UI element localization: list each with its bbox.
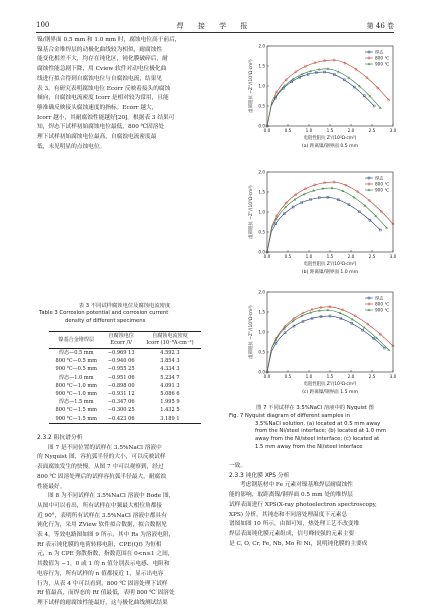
text-line: 能的影响，取距离镍/钢界面 0.5 mm 处的堆焊层 [229, 492, 353, 499]
text-line: Rf 值最高，而焊态的 Rf 值最低，表明 800 ℃ 固溶处 [37, 590, 175, 597]
series-line [267, 316, 385, 372]
table-row: 800 ℃—0.5 mm −0.940 06 3.854 3 [55, 358, 180, 365]
text-line: 腐蚀性能急剧下降，用 Cview 软件对动电位极化曲 [37, 66, 167, 73]
figure-caption [229, 405, 401, 452]
nyquist-plot-b [231, 166, 401, 278]
text-line: 电容行为，所有试样的 n 值都接近 1，显示出电容 [37, 570, 164, 577]
x-tick-label: 2.5 [368, 128, 376, 133]
legend-label: 900 ℃ [375, 187, 390, 193]
text-line: 谱图如图 10 所示，由图可知，热处理工艺不改变堆 [229, 521, 360, 528]
text-line: 从图中可以看出，所有试样在中频最大相位角都接 [37, 502, 163, 509]
volume-label: 第 46 卷 [366, 22, 394, 30]
text-line: 表 4，等效电路图如图 9 所示，其中 Rs 为溶液电阻， [37, 532, 175, 539]
table-row: 焊态—1.5 mm −0.347 06 1.995 9 [58, 399, 180, 406]
table-header: 自腐蚀电位 Ecorr /V [103, 332, 138, 349]
text-line: 的 Nyquist 图，容抗弧半径的大小，可以反映试样 [37, 454, 166, 461]
y-tick-label: 1.5 [258, 189, 265, 195]
text-line: 试样表面进行 XPS(X-ray photoelectron spectroscopy, [229, 501, 377, 508]
nyquist-plot-a [231, 40, 401, 152]
nyquist-plot-c [231, 286, 401, 398]
figure-caption-en: 1.5 mm away from the Ni/steel interface [255, 443, 363, 450]
text-line: 理下试样初始腐蚀电位最高，自腐蚀电流密度最 [37, 134, 157, 141]
x-tick-label: 0.5 [284, 128, 292, 133]
y-axis-label: 虚部阻抗 −Z''/(10³Ω·cm²) [249, 59, 254, 113]
x-axis-label: 电阻性阻抗 Z'/(10³Ω·cm²) [303, 136, 357, 141]
x-tick-label: 0.0 [263, 128, 271, 133]
text-line: 是 C, O, Cr, Fe, Nb, Mo 和 Ni，说明钝化膜的主要成 [229, 540, 368, 547]
y-tick-label: 1.5 [258, 309, 265, 315]
table-caption-en: density of different specimens [65, 317, 146, 324]
text-line: 表 3。有研究表明腐蚀电位 Ecorr 反映着接头的腐蚀 [37, 85, 171, 92]
x-tick-label: 0.0 [263, 374, 271, 379]
text-line: 考虑钢基材中 Fe 元素对镍基堆焊层耐腐蚀性 [240, 482, 353, 489]
text-line: 一致。 [229, 463, 247, 469]
x-tick-label: 1.0 [305, 374, 313, 379]
series-line [267, 60, 389, 126]
y-tick-label: 0.5 [258, 349, 265, 355]
x-tick-label: 0.0 [263, 254, 271, 259]
text-line: Rf 表示钝化膜的电荷转移电阻，CPE(Qf) 为恒相 [37, 541, 162, 548]
text-line: 够准确反映接头腐蚀速度的指标。Ecorr 越大， [37, 104, 158, 111]
legend-label: 800 ℃ [375, 181, 390, 187]
y-tick-label: 2.0 [258, 43, 265, 49]
y-tick-label: 1.5 [258, 63, 265, 69]
x-tick-label: 3.0 [389, 128, 397, 133]
text-line: 行为，从表 4 中可以看到，800 ℃ 固溶处理下试样 [37, 580, 168, 587]
table-row: 800 ℃—1.0 mm −0.898 00 4.091 3 [55, 382, 180, 389]
x-tick-label: 2.5 [368, 374, 376, 379]
x-tick-label: 1.5 [326, 128, 334, 133]
y-tick-label: 1.0 [258, 329, 265, 335]
x-tick-label: 1.0 [305, 128, 313, 133]
text-line: 元，n 为 CPE 弥散指数，指数范围在 0<n≤1 之间， [37, 551, 174, 558]
intro-paragraph [37, 36, 212, 152]
series-line [267, 72, 374, 126]
y-axis-label: 虚部阻抗 −Z''/(10³Ω·cm²) [249, 185, 254, 239]
journal-title: 焊 接 学 报 [176, 22, 254, 30]
panel-caption: (b) 距离镍/钢界面 1.0 mm [301, 270, 359, 275]
text-line: 低，未见明显的点蚀电位。 [37, 143, 106, 150]
y-tick-label: 0.5 [258, 229, 265, 235]
legend-label: 800 ℃ [375, 55, 390, 61]
legend-label: 900 ℃ [375, 61, 390, 67]
x-tick-label: 1.5 [326, 374, 334, 379]
xps-section [229, 462, 402, 549]
x-axis-label: 电阻性阻抗 Z'/(10³Ω·cm²) [303, 382, 357, 387]
table-row: 900 ℃—1.0 mm −0.931 12 5.086 6 [55, 391, 180, 398]
text-line: 理下试样的耐腐蚀性能最好，这与极化曲线测试结果 [37, 599, 168, 606]
x-axis-label: 电阻性阻抗 Z'/(10³Ω·cm²) [303, 262, 357, 267]
text-line: 钝化行为，采用 ZView 软件拟合数据，拟合数据见 [37, 522, 167, 529]
panel-caption: (a) 距离镍/钢界面 0.5 mm [301, 144, 359, 149]
text-line: 能变化相差不大，均存在钝化区，钝化膜破碎后，耐 [37, 56, 168, 63]
table-row: 900 ℃—0.5 mm −0.955 25 4.334 3 [55, 366, 180, 373]
legend-label: 800 ℃ [375, 301, 390, 307]
table-caption-zh: 表 3 不同试样腐蚀电位及腐蚀电流密度 [78, 303, 171, 309]
x-tick-label: 2.5 [368, 254, 376, 259]
text-line: 其数值为 −1，0 或 1 的 n 值分别表示电感、电阻和 [37, 561, 170, 568]
x-tick-label: 2.0 [347, 128, 355, 133]
text-line: 焊层表面钝化膜元素组成，信号峰较强的元素主要 [229, 530, 355, 537]
y-tick-label: 0.5 [258, 103, 265, 109]
corrosion-table [49, 331, 201, 424]
x-tick-label: 2.0 [347, 254, 355, 259]
series-line [267, 182, 393, 252]
figure-caption-en: from the Ni/steel interface; (b) located at 1.0 mm [255, 428, 387, 435]
text-line: XPS) 分析，其钝态和不同溶处理温度下元素总 [229, 511, 348, 518]
text-line: 倾向，自腐蚀电流密度 Icorr 是相对较为常用，且能 [37, 95, 169, 102]
legend-label: 900 ℃ [375, 307, 390, 313]
table-caption-en: Table 3 Corrosion potential and corrosion current [39, 310, 169, 317]
y-tick-label: 0.0 [258, 369, 265, 375]
x-tick-label: 2.0 [347, 374, 355, 379]
text-line: 线进行拟合得到自腐蚀电位与自腐蚀电流，结果见 [37, 75, 163, 82]
table-header: 自腐蚀电流密度 Icorr (10⁻⁸A·cm⁻²) [139, 332, 201, 349]
page-number: 100 [36, 21, 50, 29]
legend-label: 焊态 [375, 295, 384, 301]
x-tick-label: 3.0 [389, 254, 397, 259]
table-row: 800 ℃—1.5 mm −0.300 25 1.432 5 [55, 407, 180, 414]
table-row: 焊态—1.0 mm −0.951 06 5.234 7 [58, 374, 180, 381]
figure-caption-en: 3.5%NaCl solution. (a) located at 0.5 mm away [255, 420, 381, 427]
text-line: 近 90°，表明所有试样在 3.5%NaCl 溶液中都具有 [37, 512, 167, 519]
legend-label: 焊态 [375, 175, 384, 181]
section-heading: 2.3.2 阻抗谱分析 [37, 435, 83, 441]
y-tick-label: 1.0 [258, 209, 265, 215]
text-line: 图 7 是不同位置的试样在 3.5%NaCl 溶液中 [48, 444, 162, 451]
header-rule [36, 32, 394, 33]
y-tick-label: 2.0 [258, 169, 265, 175]
y-tick-label: 2.0 [258, 289, 265, 295]
text-line: Icorr 越小，其耐腐蚀性能越好[20]。根据表 3 结果可 [37, 114, 175, 121]
table-row: 900 ℃—1.5 mm −0.423 06 3.189 1 [49, 415, 201, 424]
y-tick-label: 1.0 [258, 83, 265, 89]
text-line: 800 ℃ 固溶处理后的试样容抗弧半径最大，耐腐蚀 [37, 473, 166, 480]
table-header: 镍基合金堆焊层 [49, 332, 103, 349]
y-tick-label: 0.0 [258, 123, 265, 129]
table-row: 焊态—0.5 mm −0.969 13 4.592 3 [58, 350, 180, 356]
y-tick-label: 0.0 [258, 249, 265, 255]
x-tick-label: 1.0 [305, 254, 313, 259]
y-axis-label: 虚部阻抗 −Z''/(10³Ω·cm²) [249, 305, 254, 359]
figure-caption-zh: 图 7 不同试样在 3.5%NaCl 溶液中的 Nyquist 图 [256, 405, 374, 411]
eis-section [37, 434, 212, 609]
x-tick-label: 3.0 [389, 374, 397, 379]
figure-caption-en: away from the Ni/steel interface; (c) located at [255, 436, 380, 443]
table-caption [37, 303, 212, 325]
x-tick-label: 1.5 [326, 254, 334, 259]
text-line: 镍/钢界面 0.5 mm 和 1.0 mm 时，腐蚀电位高于前后， [37, 37, 181, 43]
figure-caption-en: Fig. 7 Nyquist diagram of different samples in [229, 412, 350, 419]
text-line: 知，焊态下试样初始腐蚀电位最低，800 ℃固溶处 [37, 124, 165, 131]
text-line: 图 8 为不同试样在 3.5%NaCl 溶液中 Bode 图， [48, 493, 175, 500]
text-line: 性能最好。 [37, 483, 66, 490]
legend-label: 焊态 [375, 49, 384, 55]
text-line: 表面腐蚀发生的快慢，从图 7 中可以观察到，经过 [37, 464, 164, 471]
series-line [267, 69, 380, 126]
x-tick-label: 0.5 [284, 254, 292, 259]
x-tick-label: 0.5 [284, 374, 292, 379]
section-heading: 2.3.3 钝化膜 XPS 分析 [229, 472, 290, 479]
text-line: 镍基合金堆焊层的动极化曲线较为相似，耐腐蚀性 [37, 46, 163, 53]
panel-caption: (c) 距离镍/钢界面 1.5 mm [302, 390, 358, 395]
